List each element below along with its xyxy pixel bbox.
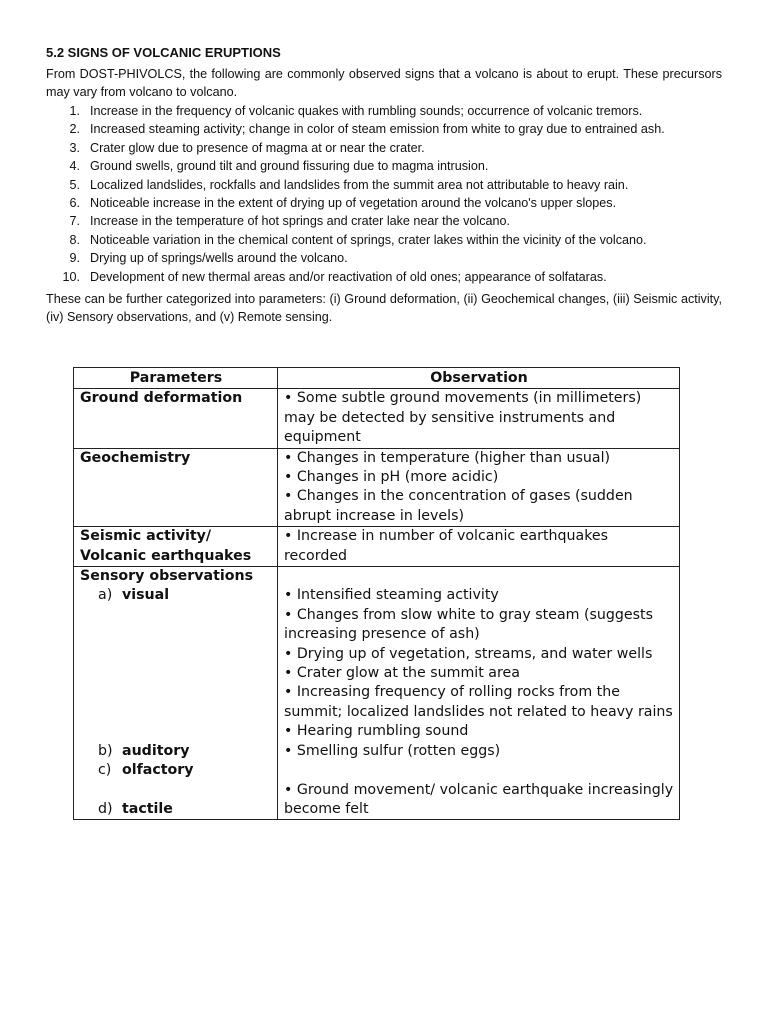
param-sensory (74, 567, 278, 820)
spacer (80, 703, 272, 722)
table-row (74, 448, 680, 527)
list-item-text: Increased steaming activity; change in color of steam emission from white to gray due to entrained ash. (90, 122, 665, 137)
observation-line: • Crater glow at the summit area (284, 665, 520, 682)
param-seismic-line1: Seismic activity/ (80, 528, 212, 545)
observation-line: • Some subtle ground movements (in millimeters) may be detected by sensitive instruments and equipment (284, 390, 642, 446)
sensory-auditory (80, 742, 272, 761)
sub-label: tactile (122, 800, 173, 817)
list-item (46, 120, 726, 138)
observation-line: • Hearing rumbling sound (284, 723, 469, 740)
param-seismic-line2: Volcanic earthquakes (80, 547, 252, 564)
intro-paragraph: From DOST-PHIVOLCS, the following are commonly observed signs that a volcano is about to erupt. These precursors may vary from volcano to volcano. (46, 67, 722, 100)
section-heading: 5.2 SIGNS OF VOLCANIC ERUPTIONS (46, 45, 281, 60)
sensory-tactile (80, 800, 272, 819)
sub-label: auditory (122, 742, 190, 759)
list-item (46, 231, 726, 249)
table-header-row (74, 368, 680, 389)
observation-line: • Smelling sulfur (rotten eggs) (284, 742, 501, 759)
list-item-number: 1. (69, 104, 80, 118)
parameters-table (73, 367, 680, 820)
sub-letter: a) (98, 587, 113, 604)
header-parameters: Parameters (74, 368, 278, 389)
list-item (46, 176, 726, 194)
list-item-text: Development of new thermal areas and/or reactivation of old ones; appearance of solfataras. (90, 269, 607, 284)
table-row (74, 567, 680, 820)
list-item-text: Noticeable variation in the chemical content of springs, crater lakes within the vicinity of the volcano. (90, 232, 647, 247)
spacer (284, 761, 674, 780)
spacer (80, 722, 272, 741)
table-row (74, 389, 680, 448)
list-item-text: Noticeable increase in the extent of drying up of vegetation around the volcano's upper slopes. (90, 196, 617, 211)
observation-line: • Changes in temperature (higher than usual) (284, 449, 611, 466)
spacer (80, 683, 272, 702)
list-item-text: Increase in the temperature of hot springs and crater lake near the volcano. (90, 214, 511, 229)
list-item-text: Localized landslides, rockfalls and landslides from the summit area not attributable to heavy rain. (90, 177, 629, 192)
observation-line: • Drying up of vegetation, streams, and water wells (284, 645, 653, 662)
sub-letter: d) (98, 800, 113, 817)
list-item-number: 5. (69, 177, 80, 192)
sub-letter: b) (98, 742, 113, 759)
observation-line: • Increase in number of volcanic earthquakes recorded (284, 528, 609, 564)
list-item-text: Increase in the frequency of volcanic quakes with rumbling sounds; occurrence of volcanic tremors. (90, 104, 643, 118)
list-item-number: 10. (62, 269, 80, 284)
spacer (80, 625, 272, 644)
closing-paragraph: These can be further categorized into parameters: (i) Ground deformation, (ii) Geochemical changes, (iii) Seismic activity, (iv) Sensory observations, and (v) Remote sensing. (46, 292, 722, 325)
list-item-number: 2. (69, 122, 80, 137)
sub-letter: c) (98, 762, 112, 779)
observation-line: • Changes in the concentration of gases (sudden abrupt increase in levels) (284, 488, 633, 524)
sub-label: olfactory (122, 762, 194, 779)
list-item-number: 7. (69, 214, 80, 229)
param-ground-deformation: Ground deformation (74, 389, 278, 448)
list-item (46, 102, 726, 120)
list-item (46, 194, 726, 212)
spacer (284, 567, 674, 586)
list-item-text: Ground swells, ground tilt and ground fissuring due to magma intrusion. (90, 159, 489, 174)
list-item-number: 3. (69, 140, 80, 155)
list-item-text: Drying up of springs/wells around the volcano. (90, 251, 348, 266)
list-item (46, 249, 726, 267)
obs-seismic (278, 527, 680, 567)
spacer (80, 606, 272, 625)
param-seismic (74, 527, 278, 567)
spacer (80, 645, 272, 664)
spacer (80, 780, 272, 799)
signs-list (46, 102, 726, 286)
list-item-number: 4. (69, 159, 80, 174)
param-geochemistry: Geochemistry (74, 448, 278, 527)
list-item-number: 6. (69, 196, 80, 211)
list-item (46, 139, 726, 157)
sub-label: visual (122, 587, 170, 604)
observation-line: • Changes from slow white to gray steam (suggests increasing presence of ash) (284, 606, 653, 643)
spacer (80, 664, 272, 683)
observation-line: • Intensified steaming activity (284, 587, 499, 604)
list-item-text: Crater glow due to presence of magma at or near the crater. (90, 140, 425, 155)
observation-line: • Ground movement/ volcanic earthquake increasingly become felt (284, 781, 674, 817)
list-item-number: 9. (69, 251, 80, 266)
list-item (46, 268, 726, 286)
sensory-visual (80, 586, 272, 605)
list-item (46, 157, 726, 175)
list-item (46, 212, 726, 230)
obs-geochemistry (278, 448, 680, 527)
observation-line: • Changes in pH (more acidic) (284, 469, 499, 486)
obs-ground-deformation (278, 389, 680, 448)
list-item-number: 8. (69, 232, 80, 247)
observation-line: • Increasing frequency of rolling rocks from the summit; localized landslides not related to heavy rains (284, 684, 673, 720)
obs-sensory (278, 567, 680, 820)
param-sensory-label: Sensory observations (80, 568, 254, 585)
table-row (74, 527, 680, 567)
sensory-olfactory (80, 761, 272, 780)
header-observation: Observation (278, 368, 680, 389)
